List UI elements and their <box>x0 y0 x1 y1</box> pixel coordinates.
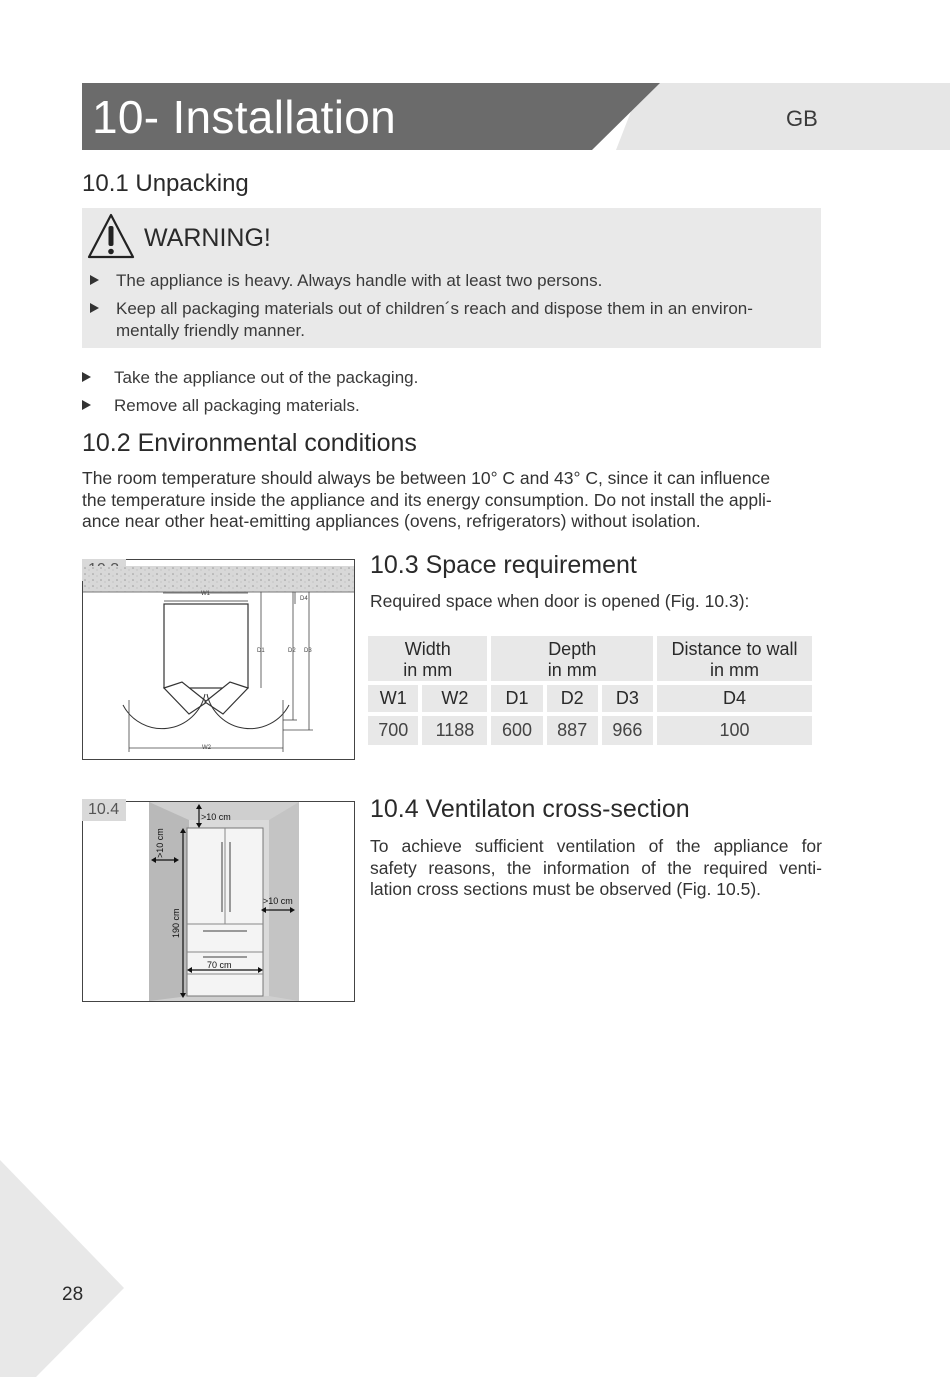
table-group-header: Width in mm <box>368 636 487 681</box>
height-label: 190 cm <box>171 908 181 938</box>
environmental-paragraph: The room temperature should always be between 10° C and 43° C, since it can influence the temperature inside the appliance and its energy consumption. Do not install the appli- ance near other heat-emitting appliances (ovens, refrigerators) without isolation. <box>82 468 772 531</box>
table-column-header: W1 <box>368 685 418 712</box>
section-heading-space: 10.3 Space requirement <box>370 551 637 579</box>
section-heading-ventilation: 10.4 Ventilaton cross-section <box>370 795 690 823</box>
table-cell: 966 <box>602 716 653 745</box>
dim-label-w1: W1 <box>201 591 210 597</box>
section-heading-environmental: 10.2 Environmental conditions <box>82 429 417 457</box>
table-column-header: D2 <box>547 685 598 712</box>
header-tab-shape <box>616 83 950 150</box>
table-column-header: D4 <box>657 685 812 712</box>
space-requirement-diagram <box>83 560 354 759</box>
page-title: 10- Installation <box>92 91 396 143</box>
figure-label: 10.4 <box>82 799 126 821</box>
dim-label-w2: W2 <box>202 745 211 751</box>
language-code: GB <box>786 106 818 131</box>
dim-label-d2: D2 <box>288 648 296 654</box>
dim-label-d1: D1 <box>257 648 265 654</box>
bullet-arrow-icon <box>82 372 91 382</box>
bullet-arrow-icon <box>90 275 99 285</box>
top-gap-label: >10 cm <box>201 812 231 822</box>
dim-label-d4: D4 <box>300 596 308 602</box>
section-heading-unpacking: 10.1 Unpacking <box>82 170 249 197</box>
table-cell: 700 <box>368 716 418 745</box>
ventilation-diagram <box>83 802 354 1001</box>
width-label: 70 cm <box>207 960 232 970</box>
bullet-arrow-icon <box>82 400 91 410</box>
fridge-body <box>164 604 248 688</box>
right-gap-label: >10 cm <box>263 896 293 906</box>
ventilation-paragraph: To achieve sufficient ventilation of the appliance for safety reasons, the information of the required venti- lation cross sections must be observed (Fig. 10.5). <box>370 836 822 899</box>
table-group-header: Depth in mm <box>491 636 653 681</box>
table-cell: 1188 <box>422 716 487 745</box>
table-cell: 887 <box>547 716 598 745</box>
footer-corner-shape <box>0 1160 130 1377</box>
dim-label-d3: D3 <box>304 648 312 654</box>
warning-triangle-icon <box>86 212 136 262</box>
space-requirement-table <box>364 632 816 749</box>
table-column-header: D1 <box>491 685 542 712</box>
table-column-header: W2 <box>422 685 487 712</box>
table-column-header: D3 <box>602 685 653 712</box>
table-cell: 600 <box>491 716 542 745</box>
table-group-header: Distance to wall in mm <box>657 636 812 681</box>
warning-title: WARNING! <box>144 224 271 252</box>
side-gap-label: >10 cm <box>155 828 165 858</box>
table-cell: 100 <box>657 716 812 745</box>
wall-hatch <box>83 566 354 592</box>
space-intro: Required space when door is opened (Fig. 10.3): <box>370 591 750 611</box>
bullet-arrow-icon <box>90 303 99 313</box>
page-number: 28 <box>62 1284 84 1305</box>
